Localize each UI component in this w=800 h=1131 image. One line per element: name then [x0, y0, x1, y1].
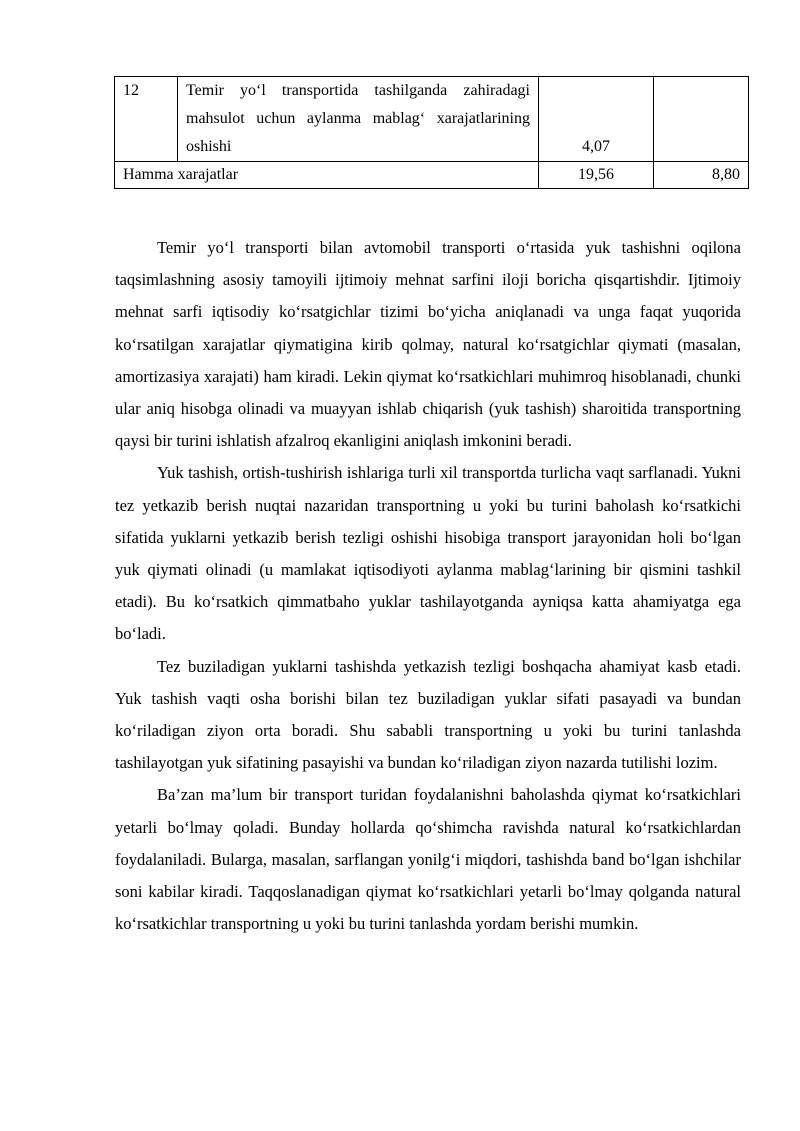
- table-total-row: [115, 162, 749, 189]
- paragraph: Ba’zan ma’lum bir transport turidan foydalanishni baholashda qiymat ko‘rsatkichlari yetarli bo‘lmay qoladi. Bunday hollarda qo‘shimcha ravishda natural ko‘rsatkichlardan foydalaniladi. Bularga, masalan, sarflangan yonilg‘i miqdori, tashishda band bo‘lgan ishchilar soni kabilar kiradi. Taqqoslanadigan qiymat ko‘rsatkichlari yetarli bo‘lmay qolganda natural ko‘rsatkichlar transportning u yoki bu turini tanlashda yordam berishi mumkin.: [115, 785, 741, 934]
- body-text: [115, 232, 741, 940]
- row-number: 12: [115, 77, 178, 162]
- total-value-1: 19,56: [539, 162, 654, 189]
- row-value-1: 4,07: [539, 77, 654, 162]
- cost-table: [114, 76, 749, 189]
- paragraph: Yuk tashish, ortish-tushirish ishlariga turli xil transportda turlicha vaqt sarflanadi. Yukni tez yetkazib berish nuqtai nazaridan transportning u yoki bu turini baholash ko‘rsatkichi sifatida yuklarni yetkazib berish tezligi oshishi hisobiga transport jarayonidan holi bo‘lgan yuk qiymati olinadi (u mamlakat iqtisodiyoti aylanma mablag‘larining bir qismini tashkil etadi). Bu ko‘rsatkich qimmatbaho yuklar tashilayotganda ayniqsa katta ahamiyatga ega bo‘ladi.: [115, 463, 741, 644]
- paragraph: Temir yo‘l transporti bilan avtomobil transporti o‘rtasida yuk tashishni oqilona taqsimlashning asosiy tamoyili ijtimoiy mehnat sarfini iloji boricha qisqartishdir. Ijtimoiy mehnat sarfi iqtisodiy ko‘rsatgichlar tizimi bo‘yicha aniqlanadi va unga faqat yuqorida ko‘rsatilgan xarajatlar qiymatigina kirib qolmay, natural ko‘rsatgichlar qiymati (masalan, amortizasiya xarajati) ham kiradi. Lekin qiymat ko‘rsatkichlari muhimroq hisoblanadi, chunki ular aniq hisobga olinadi va muayyan ishlab chiqarish (yuk tashish) sharoitida transportning qaysi bir turini ishlatish afzalroq ekanligini aniqlash imkonini beradi.: [115, 238, 741, 451]
- table-row: [115, 77, 749, 162]
- paragraph: Tez buziladigan yuklarni tashishda yetkazish tezligi boshqacha ahamiyat kasb etadi. Yuk tashish vaqti osha borishi bilan tez buziladigan yuklar sifati pasayadi va bundan ko‘riladigan ziyon orta boradi. Shu sababli transportning u yoki bu turini tanlashda tashilayotgan yuk sifatining pasayishi va bundan ko‘riladigan ziyon nazarda tutilishi lozim.: [115, 656, 741, 773]
- row-description: Temir yo‘l transportida tashilganda zahiradagi mahsulot uchun aylanma mablag‘ xarajatlarining oshishi: [178, 77, 539, 162]
- total-label: Hamma xarajatlar: [115, 162, 539, 189]
- total-value-2: 8,80: [654, 162, 749, 189]
- row-value-2: [654, 77, 749, 162]
